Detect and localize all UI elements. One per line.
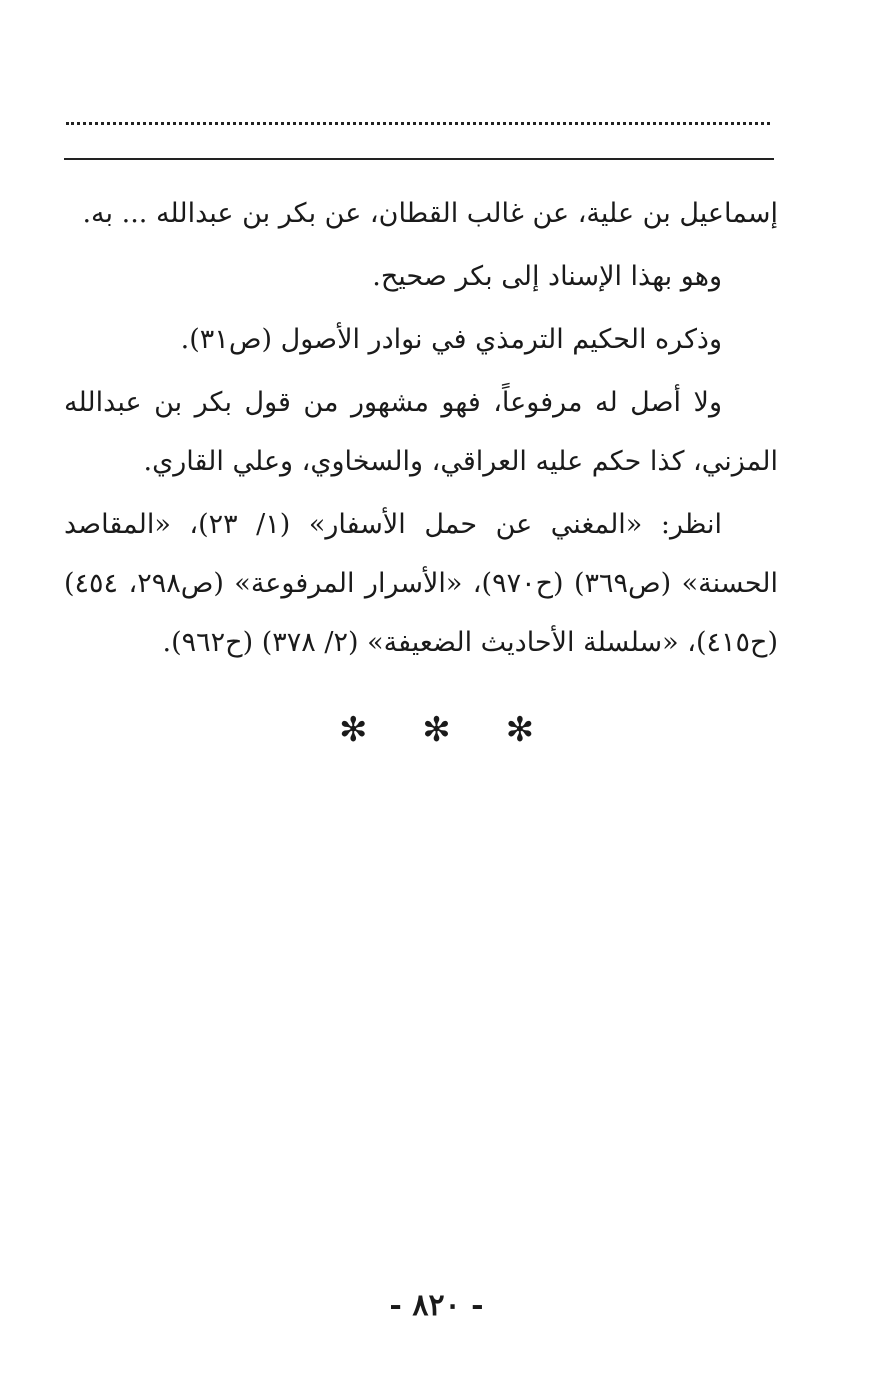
dotted-separator-line <box>66 122 770 125</box>
section-separator <box>0 710 873 750</box>
paragraph-hadith-judgement: ولا أصل له مرفوعاً، فهو مشهور من قول بكر بن عبدالله المزني، كذا حكم عليه العراقي، والسخاوي، وعلي القاري. <box>64 387 778 477</box>
asterisk-ornament-icon: ✻ <box>422 710 451 750</box>
paragraph-tirmidhi-reference: وذكره الحكيم الترمذي في نوادر الأصول (ص٣١). <box>180 324 722 355</box>
asterisk-ornament-icon: ✻ <box>505 710 535 750</box>
asterisk-ornament-icon: ✻ <box>338 710 368 750</box>
page-number: - ٨٢٠ - <box>389 1288 484 1323</box>
footnote-separator-line <box>64 158 774 160</box>
main-text-block <box>64 184 778 672</box>
paragraph-isnad-grade: وهو بهذا الإسناد إلى بكر صحيح. <box>372 261 722 292</box>
paragraph-isnad: إسماعيل بن علية، عن غالب القطان، عن بكر بن عبدالله ... به. <box>82 198 778 229</box>
paragraph-references: انظر: «المغني عن حمل الأسفار» (١/ ٢٣)، «المقاصد الحسنة» (ص٣٦٩) (ح٩٧٠)، «الأسرار المرفوعة» (ص٢٩٨، ٤٥٤) (ح٤١٥)، «سلسلة الأحاديث الضعيفة» (٢/ ٣٧٨) (ح٩٦٢). <box>64 509 778 658</box>
